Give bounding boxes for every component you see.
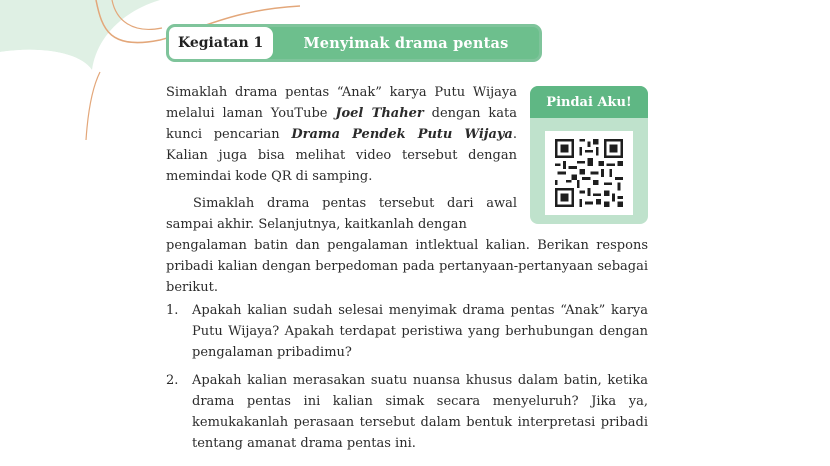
activity-title: Menyimak drama pentas — [303, 34, 509, 52]
qr-code-frame — [545, 131, 633, 215]
qr-code-icon[interactable] — [555, 139, 623, 207]
search-keyword: Drama Pendek Putu Wijaya — [291, 127, 513, 142]
channel-name: Joel Thaher — [335, 106, 424, 121]
question-number: 2. — [166, 373, 179, 388]
question-text: Apakah kalian merasakan suatu nuansa khusus dalam batin, ketika drama pentas ini kalian simak secara menyeluruh? Jika ya, kemukakanlah perasaan tersebut dalam bentuk interpretasi pribadi tentang amanat drama pentas ini. — [192, 373, 648, 451]
activity-header — [166, 24, 542, 62]
paragraph-3: pengalaman batin dan pengalaman intlektual kalian. Berikan respons pribadi kalian dengan berpedoman pada pertanyaan-pertanyaan sebagai berikut. — [166, 238, 648, 295]
qr-panel — [530, 86, 648, 224]
intro-text-1: Simaklah drama pentas “Anak” karya Putu Wijaya melalui laman YouTube — [166, 85, 517, 121]
intro-text-2: dengan kata kunci pencarian — [166, 106, 517, 142]
list-item — [166, 300, 648, 363]
intro-paragraph — [166, 82, 517, 187]
activity-number: Kegiatan 1 — [169, 27, 273, 59]
question-list — [166, 300, 648, 454]
list-item — [166, 370, 648, 454]
question-number: 1. — [166, 303, 179, 318]
qr-label: Pindai Aku! — [530, 86, 648, 118]
intro-text-3: . Kalian juga bisa melihat video tersebut dengan memindai kode QR di samping. — [166, 127, 517, 184]
question-text: Apakah kalian sudah selesai menyimak drama pentas “Anak” karya Putu Wijaya? Apakah terdapat peristiwa yang berhubungan dengan pengalaman pribadimu? — [192, 303, 648, 360]
paragraph-2: Simaklah drama pentas tersebut dari awal sampai akhir. Selanjutnya, kaitkanlah dengan — [166, 196, 517, 232]
